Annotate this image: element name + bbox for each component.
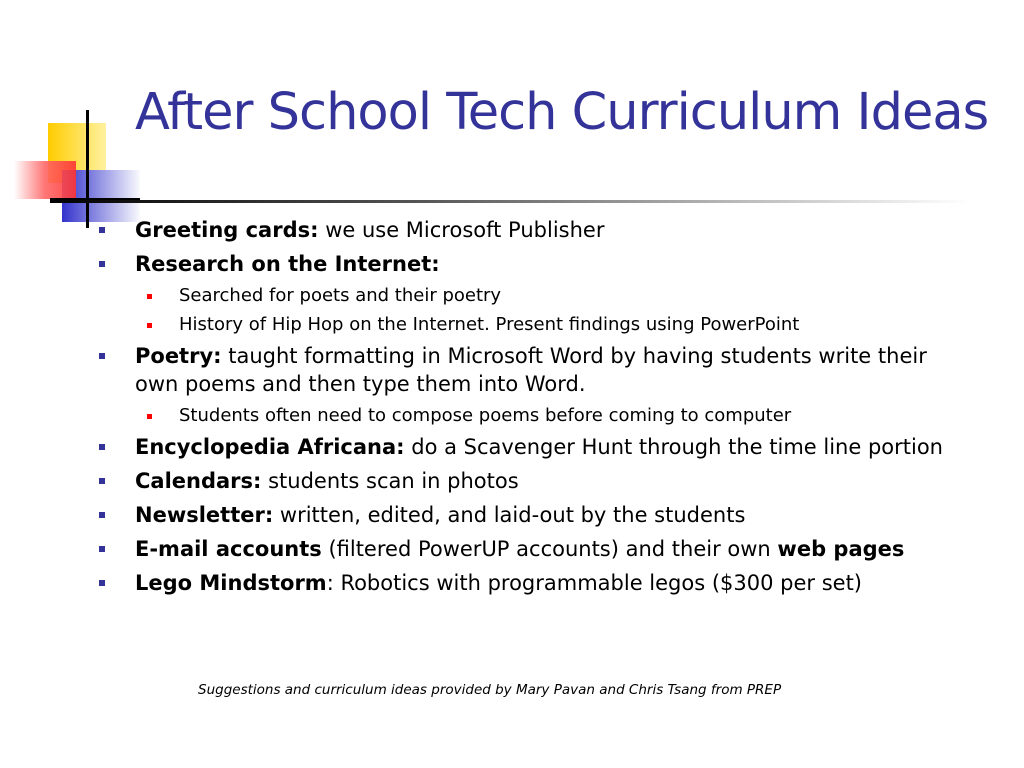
item-text: written, edited, and laid-out by the students (273, 503, 746, 527)
sub-item-text: History of Hip Hop on the Internet. Present findings using PowerPoint (179, 314, 800, 335)
bullet-icon (99, 444, 105, 450)
item-heading: Calendars: (135, 469, 262, 493)
sub-bullet-icon (147, 294, 152, 299)
sub-item-text: Searched for poets and their poetry (179, 285, 502, 306)
item-heading: Encyclopedia Africana: (135, 435, 405, 459)
bullet-icon (99, 227, 105, 233)
bullet-icon (99, 478, 105, 484)
list-item (96, 216, 956, 244)
item-heading: E-mail accounts (135, 537, 322, 561)
sub-list-item (96, 284, 956, 308)
item-text: do a Scavenger Hunt through the time line portion (404, 435, 943, 459)
bullet-icon (99, 512, 105, 518)
list-item (96, 467, 956, 495)
list-item (96, 501, 956, 529)
sub-list-item (96, 313, 956, 337)
sub-item-text: Students often need to compose poems before coming to computer (179, 405, 792, 426)
title-divider (50, 200, 970, 203)
list-item (96, 569, 956, 597)
list-item (96, 433, 956, 461)
bullet-icon (99, 353, 105, 359)
footer-note: Suggestions and curriculum ideas provided by Mary Pavan and Chris Tsang from PREP (198, 682, 782, 698)
item-heading: Lego Mindstorm (135, 571, 327, 595)
item-text: : Robotics with programmable legos ($300 per set) (326, 571, 863, 595)
item-emphasis: web pages (777, 537, 905, 561)
decorative-logo-icon (0, 0, 140, 240)
item-heading: Newsletter: (135, 503, 274, 527)
item-text: (filtered PowerUP accounts) and their own (321, 537, 778, 561)
slide-title: After School Tech Curriculum Ideas (135, 83, 989, 142)
item-heading: Poetry: (135, 344, 222, 368)
item-text: students scan in photos (261, 469, 519, 493)
item-heading: Greeting cards: (135, 218, 319, 242)
list-item (96, 250, 956, 278)
sub-bullet-icon (147, 323, 152, 328)
list-item (96, 342, 956, 398)
item-text: taught formatting in Microsoft Word by having students write their own poems and then type them into Word. (135, 344, 927, 396)
item-text: we use Microsoft Publisher (318, 218, 605, 242)
bullet-list (96, 216, 956, 603)
bullet-icon (99, 546, 105, 552)
list-item (96, 535, 956, 563)
item-heading: Research on the Internet: (135, 252, 440, 276)
sub-list-item (96, 404, 956, 428)
bullet-icon (99, 261, 105, 267)
sub-bullet-icon (147, 414, 152, 419)
bullet-icon (99, 580, 105, 586)
